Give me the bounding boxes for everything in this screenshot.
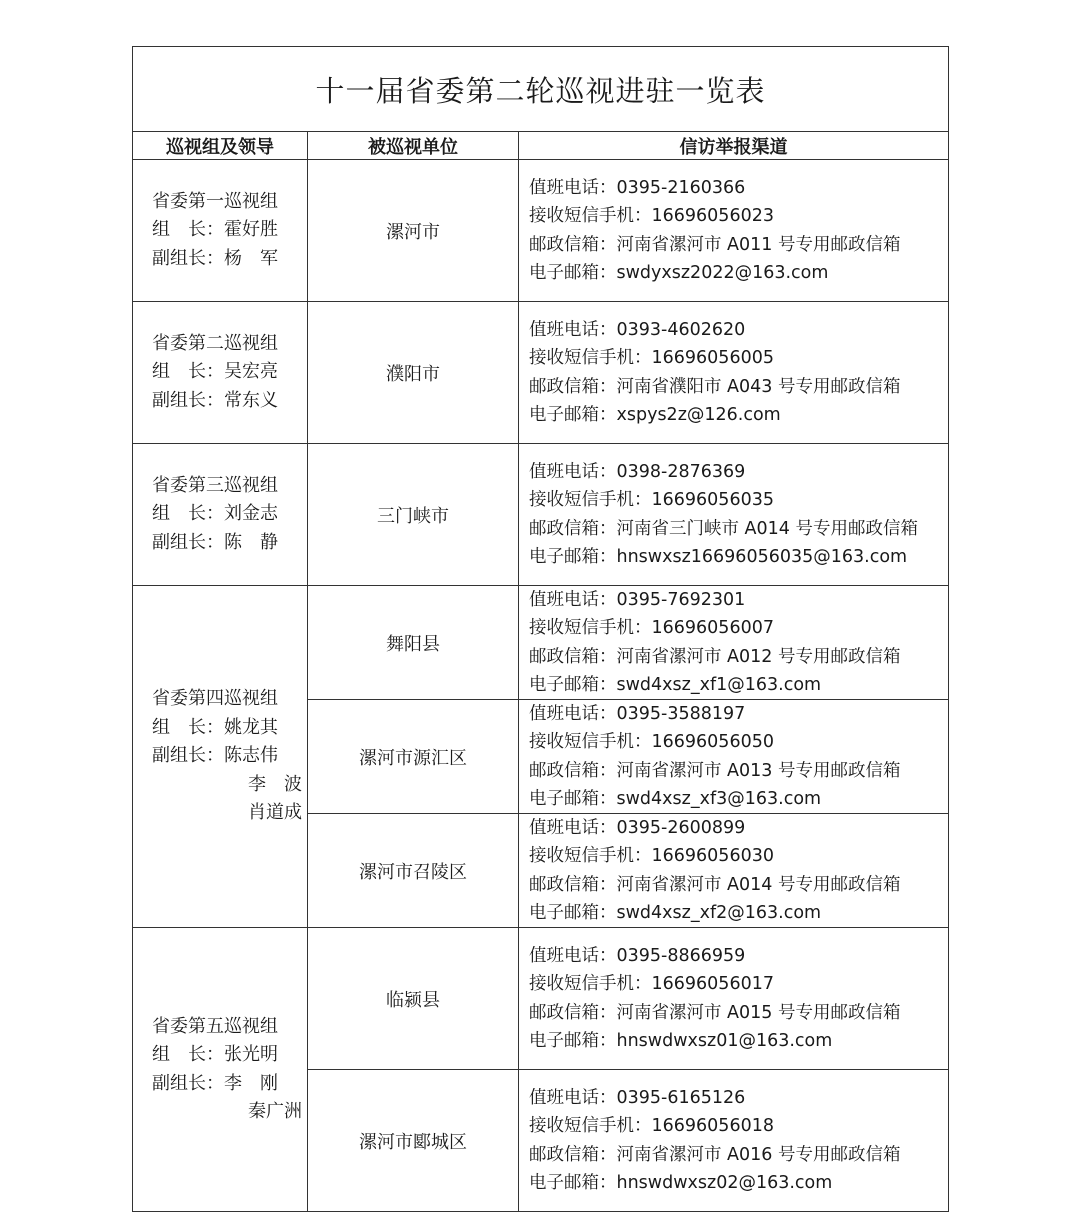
sms-phone: 接收短信手机：16696056018 <box>529 1116 774 1137</box>
group-deputy: 秦广洲 <box>248 1100 302 1122</box>
header-unit: 被巡视单位 <box>308 132 519 160</box>
header-row <box>133 132 949 160</box>
group-deputy: 副组长：陈志伟 <box>152 745 278 767</box>
group-cell <box>133 586 308 928</box>
group-deputy: 肖道成 <box>248 802 302 824</box>
email-address: 电子邮箱：swd4xsz_xf3@163.com <box>529 788 822 809</box>
group-name: 省委第四巡视组 <box>152 688 278 710</box>
sms-phone: 接收短信手机：16696056005 <box>529 348 774 369</box>
group-leader: 组 长：张光明 <box>152 1044 278 1066</box>
duty-phone: 值班电话：0395-2160366 <box>529 177 746 198</box>
postal-mailbox: 邮政信箱：河南省漯河市 A015 号专用邮政信箱 <box>529 1002 901 1023</box>
sms-phone: 接收短信手机：16696056035 <box>529 490 774 511</box>
duty-phone: 值班电话：0393-4602620 <box>529 319 746 340</box>
unit-name: 濮阳市 <box>308 302 519 444</box>
table-row <box>133 160 949 302</box>
group-leader: 组 长：霍好胜 <box>152 219 278 241</box>
table-row <box>133 444 949 586</box>
duty-phone: 值班电话：0395-7692301 <box>529 590 746 611</box>
unit-name: 漯河市召陵区 <box>308 814 519 928</box>
table-row <box>133 928 949 1070</box>
group-leader: 组 长：吴宏亮 <box>152 361 278 383</box>
duty-phone: 值班电话：0395-2600899 <box>529 818 746 839</box>
channel-cell <box>519 814 949 928</box>
group-name: 省委第五巡视组 <box>152 1015 278 1037</box>
table-row <box>133 586 949 700</box>
sms-phone: 接收短信手机：16696056023 <box>529 206 774 227</box>
email-address: 电子邮箱：xspys2z@126.com <box>529 404 781 425</box>
table-row <box>133 302 949 444</box>
unit-name: 漯河市源汇区 <box>308 700 519 814</box>
title-row <box>133 47 949 132</box>
duty-phone: 值班电话：0398-2876369 <box>529 461 746 482</box>
channel-cell <box>519 302 949 444</box>
group-deputy: 副组长：李 刚 <box>152 1072 278 1094</box>
postal-mailbox: 邮政信箱：河南省漯河市 A014 号专用邮政信箱 <box>529 874 901 895</box>
group-deputy: 副组长：常东义 <box>152 389 278 411</box>
postal-mailbox: 邮政信箱：河南省漯河市 A013 号专用邮政信箱 <box>529 760 901 781</box>
group-deputy: 副组长：陈 静 <box>152 531 278 553</box>
group-deputy: 李 波 <box>248 773 302 795</box>
channel-cell <box>519 444 949 586</box>
email-address: 电子邮箱：hnswxsz16696056035@163.com <box>529 546 908 567</box>
unit-name: 临颍县 <box>308 928 519 1070</box>
inspection-table-document <box>132 46 948 1212</box>
postal-mailbox: 邮政信箱：河南省漯河市 A012 号专用邮政信箱 <box>529 646 901 667</box>
unit-name: 漯河市 <box>308 160 519 302</box>
group-name: 省委第一巡视组 <box>152 190 278 212</box>
sms-phone: 接收短信手机：16696056017 <box>529 974 774 995</box>
email-address: 电子邮箱：hnswdwxsz02@163.com <box>529 1172 833 1193</box>
group-cell <box>133 302 308 444</box>
channel-cell <box>519 586 949 700</box>
inspection-table <box>132 46 949 1212</box>
postal-mailbox: 邮政信箱：河南省濮阳市 A043 号专用邮政信箱 <box>529 376 901 397</box>
group-name: 省委第二巡视组 <box>152 332 278 354</box>
postal-mailbox: 邮政信箱：河南省三门峡市 A014 号专用邮政信箱 <box>529 518 918 539</box>
channel-cell <box>519 160 949 302</box>
duty-phone: 值班电话：0395-3588197 <box>529 704 746 725</box>
group-leader: 组 长：姚龙其 <box>152 716 278 738</box>
unit-name: 三门峡市 <box>308 444 519 586</box>
table-title: 十一届省委第二轮巡视进驻一览表 <box>133 47 949 132</box>
group-cell <box>133 928 308 1212</box>
channel-cell <box>519 1070 949 1212</box>
group-name: 省委第三巡视组 <box>152 474 278 496</box>
postal-mailbox: 邮政信箱：河南省漯河市 A011 号专用邮政信箱 <box>529 234 901 255</box>
sms-phone: 接收短信手机：16696056050 <box>529 732 774 753</box>
duty-phone: 值班电话：0395-8866959 <box>529 945 746 966</box>
unit-name: 舞阳县 <box>308 586 519 700</box>
unit-name: 漯河市郾城区 <box>308 1070 519 1212</box>
email-address: 电子邮箱：swd4xsz_xf1@163.com <box>529 674 822 695</box>
group-cell <box>133 444 308 586</box>
duty-phone: 值班电话：0395-6165126 <box>529 1087 746 1108</box>
header-channel: 信访举报渠道 <box>519 132 949 160</box>
group-deputy: 副组长：杨 军 <box>152 247 278 269</box>
sms-phone: 接收短信手机：16696056007 <box>529 618 774 639</box>
email-address: 电子邮箱：hnswdwxsz01@163.com <box>529 1030 833 1051</box>
postal-mailbox: 邮政信箱：河南省漯河市 A016 号专用邮政信箱 <box>529 1144 901 1165</box>
email-address: 电子邮箱：swd4xsz_xf2@163.com <box>529 902 822 923</box>
header-group: 巡视组及领导 <box>133 132 308 160</box>
channel-cell <box>519 700 949 814</box>
sms-phone: 接收短信手机：16696056030 <box>529 846 774 867</box>
email-address: 电子邮箱：swdyxsz2022@163.com <box>529 262 829 283</box>
channel-cell <box>519 928 949 1070</box>
group-cell <box>133 160 308 302</box>
group-leader: 组 长：刘金志 <box>152 503 278 525</box>
